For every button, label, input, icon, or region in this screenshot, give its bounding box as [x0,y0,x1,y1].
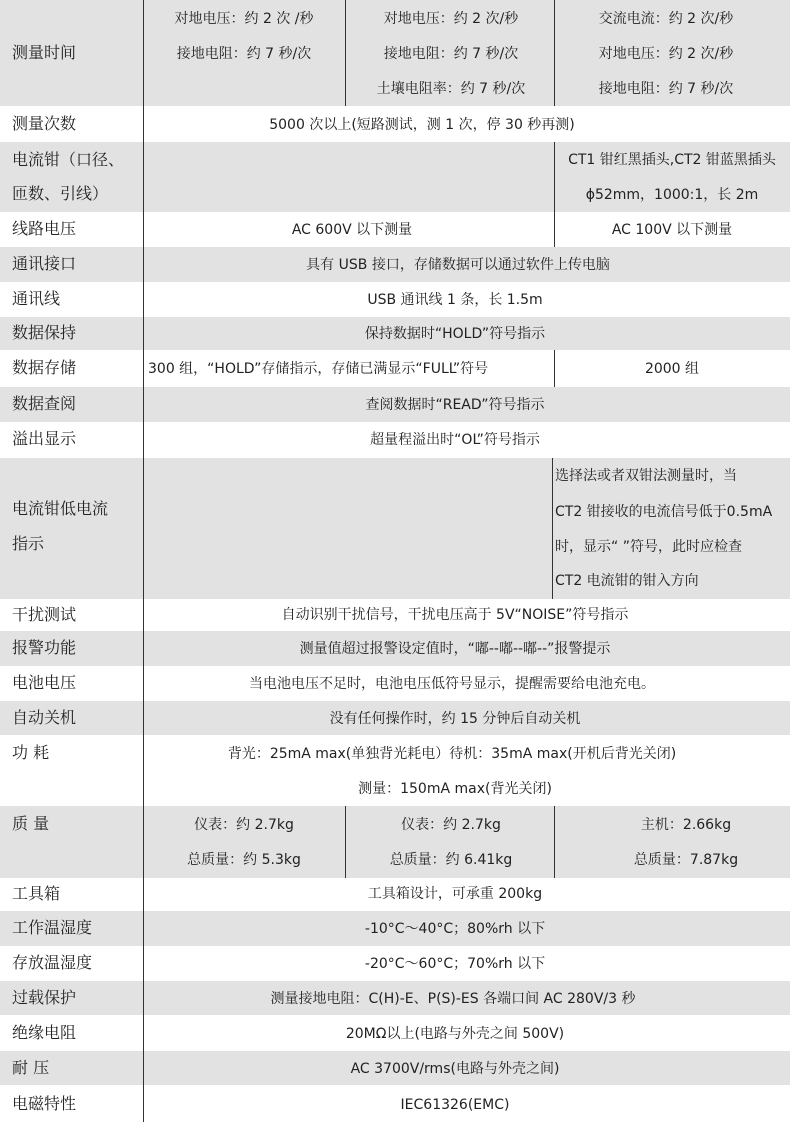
measure-time-c2-l3: 土壤电阻率：约 7 秒/次 [376,81,526,97]
weight-c3-l1: 主机：2.66kg [640,817,732,833]
label-clamp-l2: 匝数、引线） [12,184,109,203]
label-toolbox: 工具箱 [12,884,61,903]
label-store-env: 存放温湿度 [12,953,93,972]
data-view-value: 查阅数据时“READ”符号指示 [365,397,545,413]
overflow-value: 超量程溢出时“OL”符号指示 [370,432,540,448]
label-low-current-l1: 电流钳低电流 [12,499,109,518]
label-comm-cable: 通讯线 [12,289,61,308]
label-data-view: 数据查阅 [12,394,77,413]
low-current-l2: CT2 钳接收的电流信号低于0.5mA [555,504,773,520]
label-line-voltage: 线路电压 [12,219,77,238]
label-overload: 过载保护 [12,988,77,1007]
battery-value: 当电池电压不足时，电池电压低符号显示，提醒需要给电池充电。 [249,676,655,692]
comm-cable-value: USB 通讯线 1 条，长 1.5m [367,292,543,308]
label-comm-port: 通讯接口 [12,254,77,273]
divider-weight-2 [554,806,555,878]
label-power: 功 耗 [12,743,50,762]
label-emc: 电磁特性 [12,1094,77,1113]
divider-weight-1 [345,806,346,878]
label-column-divider [143,0,144,1122]
weight-c1-l1: 仪表：约 2.7kg [194,817,294,833]
divider-measure-time-2 [554,0,555,106]
measure-time-c3-l3: 接地电阻：约 7 秒/次 [598,81,734,97]
divider-low-current [552,458,553,599]
power-line1: 背光：25mA max(单独背光耗电）待机：35mA max(开机后背光关闭) [227,746,677,762]
toolbox-value: 工具箱设计，可承重 200kg [367,886,543,902]
data-store-right: 2000 组 [644,361,700,377]
overload-value: 测量接地电阻：C(H)-E、P(S)-ES 各端口间 AC 280V/3 秒 [270,991,636,1007]
power-line2: 测量：150mA max(背光关闭) [358,781,552,797]
label-work-env: 工作温湿度 [12,918,93,937]
alarm-value: 测量值超过报警设定值时，“嘟--嘟--嘟--”报警提示 [299,641,611,657]
weight-c2-l1: 仪表：约 2.7kg [401,817,501,833]
label-data-hold: 数据保持 [12,323,77,342]
interference-value: 自动识别干扰信号，干扰电压高于 5V“NOISE”符号指示 [281,607,629,623]
label-low-current-l2: 指示 [12,534,45,553]
label-interference: 干扰测试 [12,605,77,624]
label-auto-off: 自动关机 [12,708,77,727]
data-hold-value: 保持数据时“HOLD”符号指示 [364,326,546,342]
line-voltage-left: AC 600V 以下测量 [291,222,413,238]
insulation-value: 20MΩ以上(电路与外壳之间 500V) [345,1026,565,1042]
auto-off-value: 没有任何操作时，约 15 分钟后自动关机 [329,711,581,727]
divider-data-store [554,350,555,387]
label-insulation: 绝缘电阻 [12,1023,77,1042]
weight-c3-l2: 总质量：7.87kg [633,852,739,868]
measure-time-c1-l1: 对地电压：约 2 次 /秒 [174,11,314,27]
emc-value: IEC61326(EMC) [400,1097,510,1113]
label-withstand: 耐 压 [12,1058,50,1077]
clamp-value-l1: CT1 钳红黑插头,CT2 钳蓝黑插头 [568,152,776,168]
measure-time-c3-l1: 交流电流：约 2 次/秒 [598,11,734,27]
line-voltage-right: AC 100V 以下测量 [611,222,733,238]
comm-port-value: 具有 USB 接口，存储数据可以通过软件上传电脑 [306,257,610,273]
label-weight: 质 量 [12,814,50,833]
label-data-store: 数据存储 [12,358,77,377]
label-alarm: 报警功能 [12,638,77,657]
low-current-l3: 时，显示“ ”符号，此时应检查 [555,539,742,555]
measure-time-c3-l2: 对地电压：约 2 次/秒 [598,46,734,62]
weight-c2-l2: 总质量：约 6.41kg [389,852,513,868]
label-battery: 电池电压 [12,673,77,692]
measure-time-c2-l2: 接地电阻：约 7 秒/次 [383,46,519,62]
low-current-l1: 选择法或者双钳法测量时，当 [555,468,737,484]
clamp-value-l2: ϕ52mm，1000:1，长 2m [585,187,759,203]
divider-clamp-voltage [554,142,555,247]
low-current-l4: CT2 电流钳的钳入方向 [555,573,699,589]
measure-time-c1-l2: 接地电阻：约 7 秒/次 [176,46,312,62]
measure-count-value: 5000 次以上(短路测试，测 1 次，停 30 秒再测) [269,117,575,133]
data-store-left: 300 组，“HOLD”存储指示，存储已满显示“FULL”符号 [148,361,489,377]
measure-time-c2-l1: 对地电压：约 2 次/秒 [383,11,519,27]
divider-measure-time-1 [345,0,346,106]
weight-c1-l2: 总质量：约 5.3kg [187,852,301,868]
label-clamp-l1: 电流钳（口径、 [12,150,125,169]
label-measure-count: 测量次数 [12,114,77,133]
withstand-value: AC 3700V/rms(电路与外壳之间) [350,1061,560,1077]
label-measure-time: 测量时间 [12,43,77,62]
row-emc-bg [0,1085,790,1122]
label-overflow: 溢出显示 [12,429,77,448]
store-env-value: -20°C～60°C；70%rh 以下 [364,956,546,972]
work-env-value: -10°C～40°C；80%rh 以下 [364,921,546,937]
